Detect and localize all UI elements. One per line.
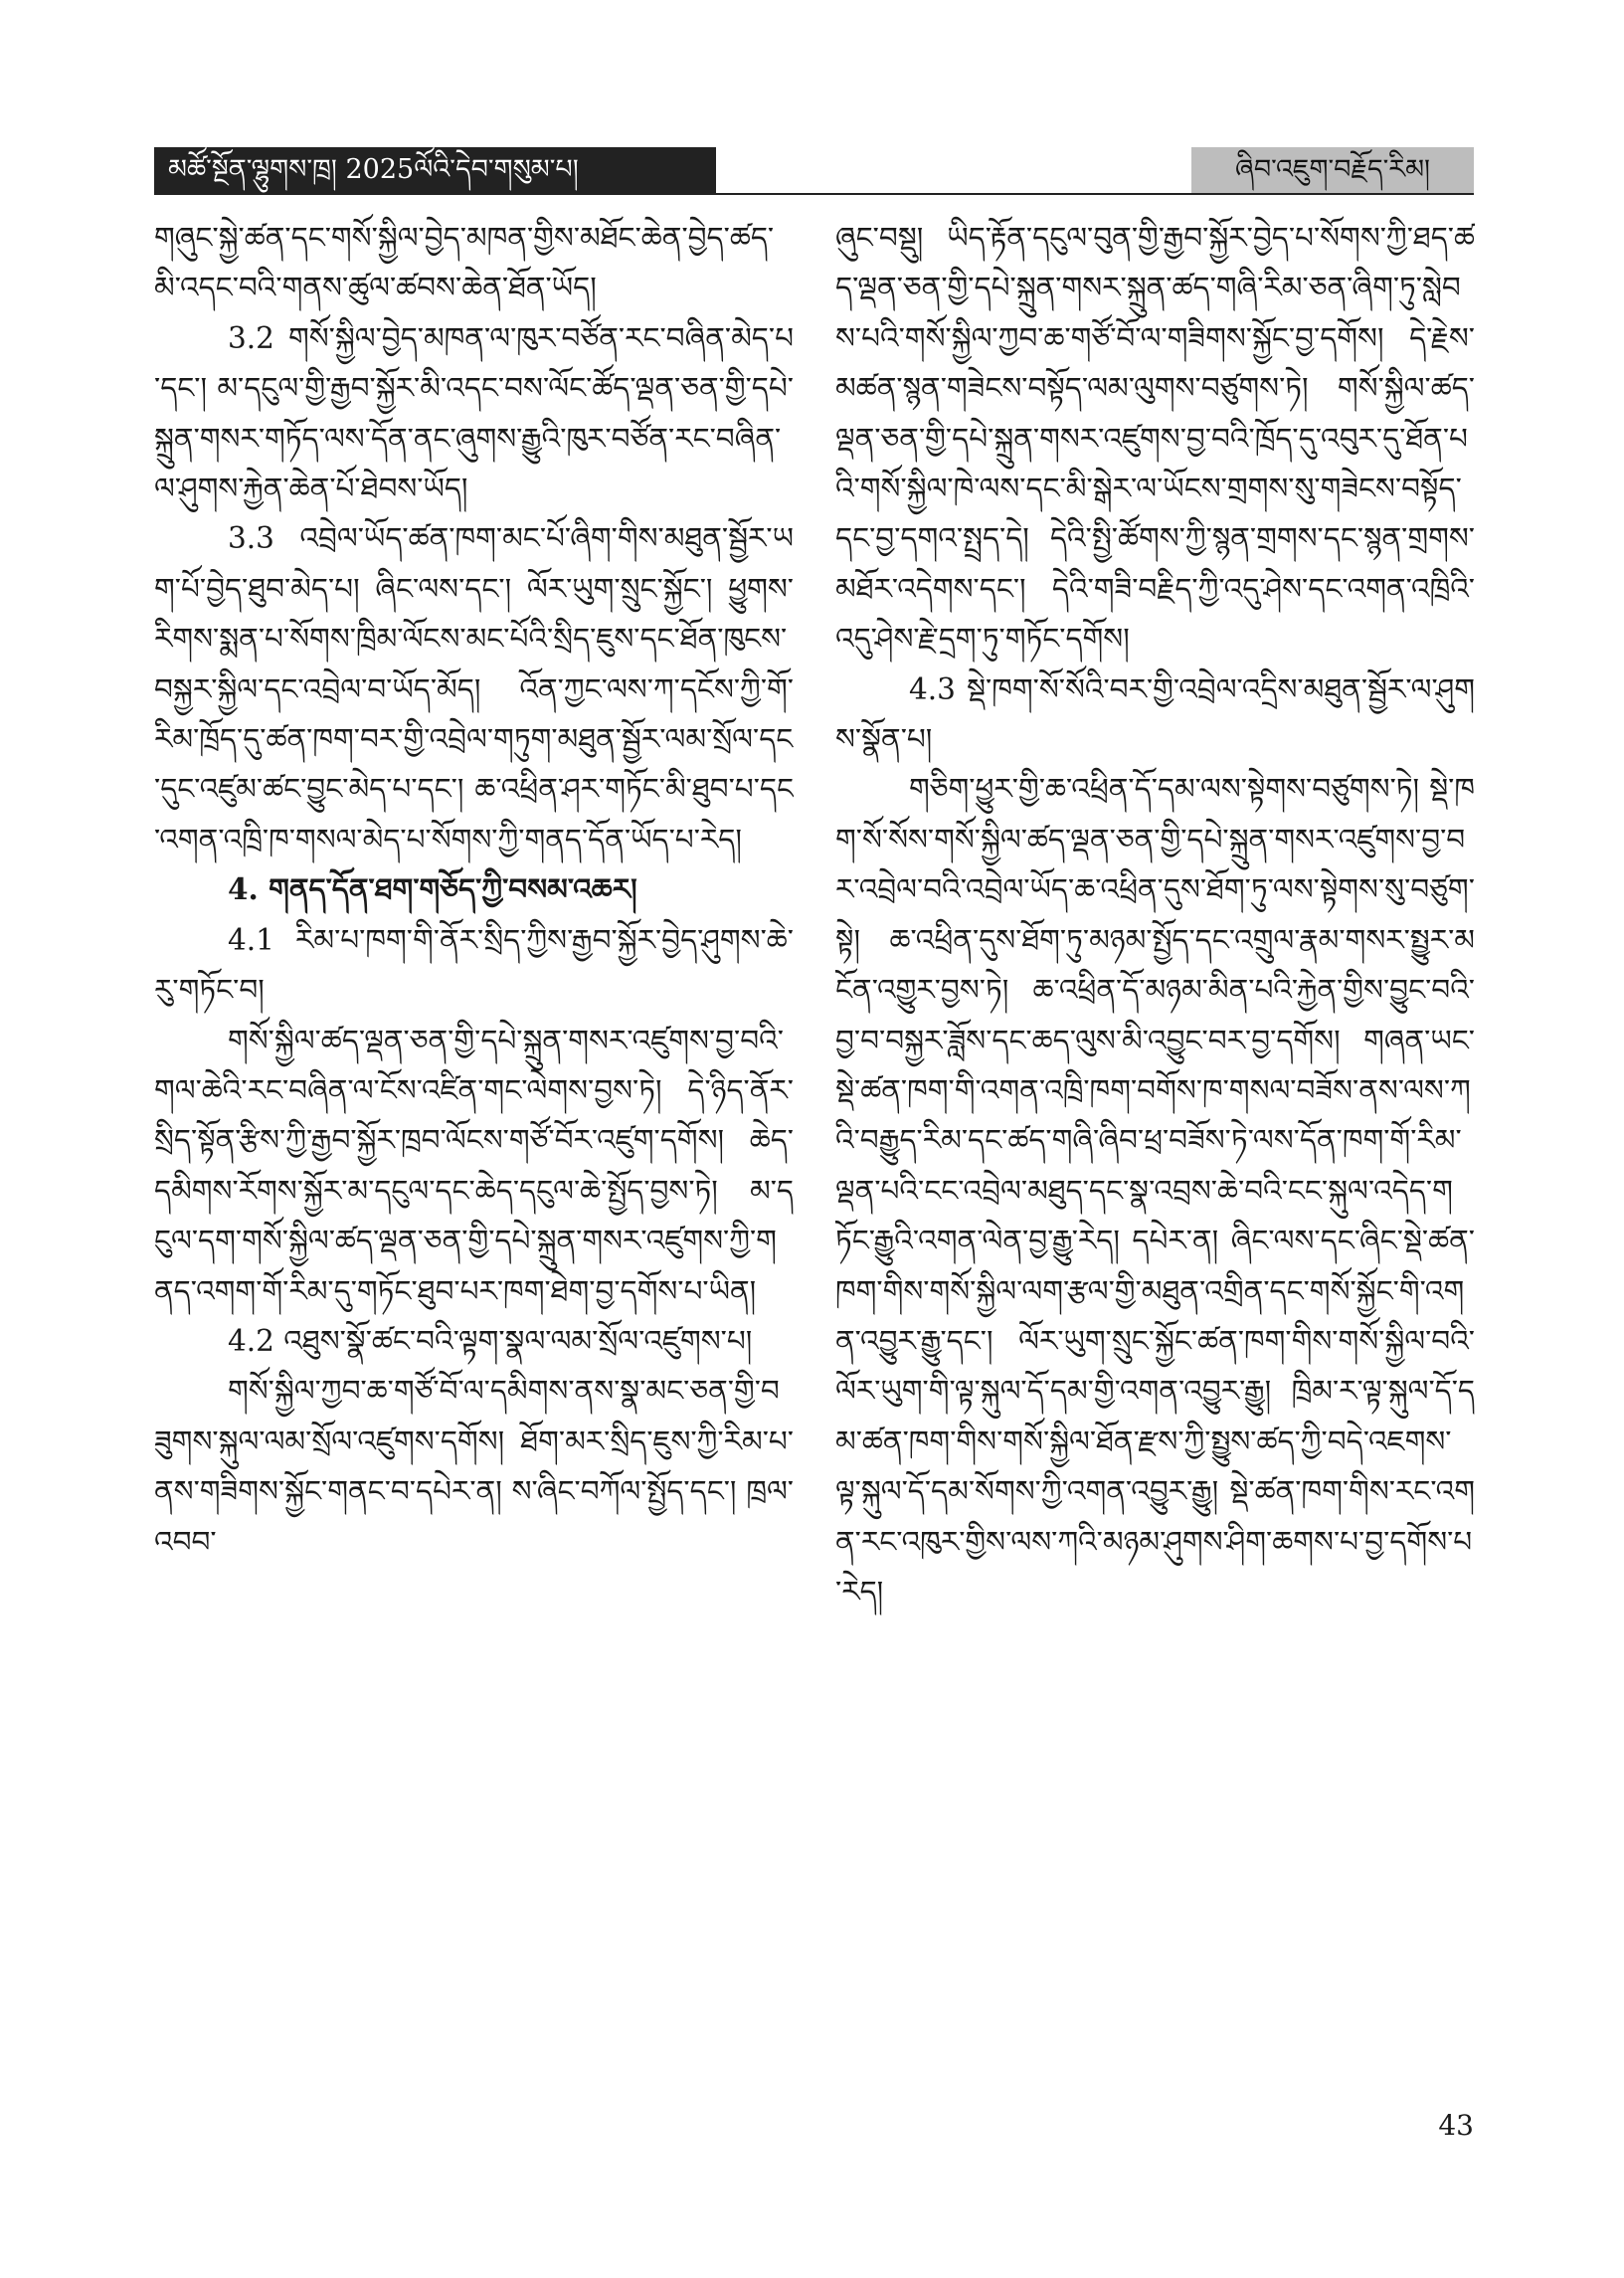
subsection-heading: 4.2 འཐུས་སྣོ་ཚང་བའི་ལྟག་སྣལ་ལམ་སྲོལ་འཛུགས་པ།: [228, 1323, 753, 1358]
page-number: 43: [1438, 2109, 1474, 2142]
paragraph: གཞུང་སྐྱེ་ཚན་དང་གསོ་སྐྱིལ་བྱེད་མཁན་གྱིས་མཐོང་ཆེན་བྱེད་ཚད་མི་འདང་བའི་གནས་ཚུལ་ཚབས་ཆེན་ཐོན་ཡོད།: [154, 221, 775, 305]
paragraph: 3.3 འབྲེལ་ཡོད་ཚན་ཁག་མང་པོ་ཞིག་གིས་མཐུན་སྦྱོར་ཡག་པོ་བྱེད་ཐུབ་མེད་པ། ཞིང་ལས་དང་། ལོར་ཡུག་སྲུང་སྐྱོང་། ཕྱུགས་རིགས་སྨན་པ་སོགས་ཁྲིམ་ལོངས་མང་པོའི་སྲིད་ཇུས་དང་ཐོན་ཁུངས་བསྐྱར་སྐྱིལ་དང་འབྲེལ་བ་ཡོད་མོད། འོན་ཀྱང་ལས་ཀ་དངོས་ཀྱི་གོ་རིམ་ཁྲོད་དུ་ཚན་ཁག་བར་གྱི་འབྲེལ་གཏུག་མཐུན་སྦྱོར་ལམ་སྲོལ་དང་དུང་འཛུམ་ཚང་བྱུང་མེད་པ་དང་། ཆ་འཕྲིན་ཤར་གཏོང་མི་ཐུབ་པ་དང་འགན་འཁྲི་ཁ་གསལ་མེད་པ་སོགས་ཀྱི་གནད་དོན་ཡོད་པ་རེད།: [154, 521, 794, 856]
section-heading: 4. གནད་དོན་ཐག་གཅོད་ཀྱི་བསམ་འཆར།: [228, 871, 637, 907]
section-header: ཞིབ་འཇུག་བརྗོད་རིམ།: [1191, 147, 1474, 193]
left-column: [154, 213, 794, 2133]
paragraph: ཞུང་བསྡུ། ཡིད་རྟོན་དངུལ་བུན་གྱི་རྒྱབ་སྐྱོར་བྱེད་པ་སོགས་ཀྱི་ཐད་ཚད་ལྡན་ཅན་གྱི་དཔེ་སྐྲུན་གསར་སྐྲུན་ཚད་གཞི་རིམ་ཅན་ཞིག་ཏུ་སླེབས་པའི་གསོ་སྐྱིལ་ཀྱབ་ཆ་གཙོ་བོ་ལ་གཟིགས་སྐྱོང་བྱ་དགོས། དེ་རྗེས་མཚན་སྙན་གཟེངས་བསྟོད་ལམ་ལུགས་བཙུགས་ཏེ། གསོ་སྐྱིལ་ཚད་ལྡན་ཅན་གྱི་དཔེ་སྐྲུན་གསར་འཛུགས་བྱ་བའི་ཁྲོད་དུ་འབུར་དུ་ཐོན་པའི་གསོ་སྐྱིལ་ཁེ་ལས་དང་མི་སྒེར་ལ་ཡོངས་གྲགས་སུ་གཟེངས་བསྟོད་དང་བྱ་དགའ་སྤྲད་དེ། དེའི་སྤྱི་ཚོགས་ཀྱི་སྙན་གྲགས་དང་སྙན་གྲགས་མཐོར་འདེགས་དང་། དེའི་གཟི་བརྗིད་ཀྱི་འདུ་ཤེས་དང་འགན་འཁྲིའི་འདུ་ཤེས་རྗེ་དྲག་ཏུ་གཏོང་དགོས།: [835, 221, 1475, 657]
paragraph: གཅིག་ཕྱུར་གྱི་ཆ་འཕྲིན་དོ་དམ་ལས་སྟེགས་བཙུགས་ཏེ། སྡེ་ཁག་སོ་སོས་གསོ་སྐྱིལ་ཚད་ལྡན་ཅན་གྱི་དཔེ་སྐྲུན་གསར་འཛུགས་བྱ་བར་འབྲེལ་བའི་འབྲེལ་ཡོད་ཆ་འཕྲིན་དུས་ཐོག་ཏུ་ལས་སྟེགས་སུ་བཙུག་སྟེ། ཆ་འཕྲིན་དུས་ཐོག་ཏུ་མཉམ་སྤྱོད་དང་འགྲུལ་རྣམ་གསར་སྤྱུར་མངོན་འགྱུར་བྱས་ཏེ། ཆ་འཕྲིན་དོ་མཉམ་མིན་པའི་རྐྱེན་གྱིས་བྱུང་བའི་བྱ་བ་བསྐྱར་ཟློས་དང་ཆད་ལུས་མི་འབྱུང་བར་བྱ་དགོས། གཞན་ཡང་སྡེ་ཚན་ཁག་གི་འགན་འཁྲི་ཁག་བགོས་ཁ་གསལ་བཟོས་ནས་ལས་ཀའི་བརྒྱུད་རིམ་དང་ཚད་གཞི་ཞིབ་ཕྲ་བཟོས་ཏེ་ལས་དོན་ཁག་གོ་རིམ་ལྡན་པའི་ངང་འབྲེལ་མཐུད་དང་སྣ་འབྲས་ཆེ་བའི་ངང་སྐུལ་འདེད་གཏོང་རྒྱུའི་འགན་ལེན་བྱ་རྒྱུ་རེད། དཔེར་ན། ཞིང་ལས་དང་ཞིང་སྡེ་ཚན་ཁག་གིས་གསོ་སྐྱིལ་ལག་རྩལ་གྱི་མཐུན་འགྲིན་དང་གསོ་སྐྱོང་གི་འགན་འབྱུར་རྒྱུ་དང་། ལོར་ཡུག་སྲུང་སྐྱོང་ཚན་ཁག་གིས་གསོ་སྐྱིལ་བའི་ལོར་ཡུག་གི་ལྟ་སྐུལ་དོ་དམ་གྱི་འགན་འབྱུར་རྒྱུ། ཁྲིམ་ར་ལྟ་སྐུལ་དོ་དམ་ཚན་ཁག་གིས་གསོ་སྐྱིལ་ཐོན་རྫས་ཀྱི་སྤྱུས་ཚད་ཀྱི་བདེ་འཇགས་ལྟ་སྐུལ་དོ་དམ་སོགས་ཀྱི་འགན་འབྱུར་རྒྱུ། སྡེ་ཚན་ཁག་གིས་རང་འགན་རང་འཁུར་གྱིས་ལས་ཀའི་མཉམ་ཤུགས་ཤིག་ཆགས་པ་བྱ་དགོས་པ་རེད།: [835, 772, 1475, 1609]
paragraph: གསོ་སྐྱིལ་ཚད་ལྡན་ཅན་གྱི་དཔེ་སྐྲུན་གསར་འཛུགས་བྱ་བའི་གལ་ཆེའི་རང་བཞིན་ལ་ངོས་འཛིན་གང་ལེགས་བྱས་ཏེ། དེ་ཉིད་ནོར་སྲིད་སྟོན་རྩིས་ཀྱི་རྒྱབ་སྐྱོར་ཁྲབ་ལོངས་གཙོ་བོར་འཛུག་དགོས། ཆེད་དམིགས་རོགས་སྐྱོར་མ་དངུལ་དང་ཆེད་དངུལ་ཆེ་སྤྱོད་བྱས་ཏེ། མ་དངུལ་དག་གསོ་སྐྱིལ་ཚད་ལྡན་ཅན་གྱི་དཔེ་སྐྲུན་གསར་འཛུགས་ཀྱི་གནད་འགག་གོ་རིམ་དུ་གཏོང་ཐུབ་པར་ཁག་ཐེག་བྱ་དགོས་པ་ཡིན།: [154, 1023, 794, 1308]
right-column: [835, 213, 1475, 2133]
header-rule: [154, 193, 1474, 195]
subsection-heading: 4.3 སྡེ་ཁག་སོ་སོའི་བར་གྱི་འབྲེལ་འདྲིས་མཐུན་སྦྱོར་ལ་ཤུགས་སྣོན་པ།: [835, 671, 1475, 757]
paragraph: 3.2 གསོ་སྐྱིལ་བྱེད་མཁན་ལ་ཁུར་བཙོན་རང་བཞིན་མེད་པ་དང་། མ་དངུལ་གྱི་རྒྱབ་སྐྱོར་མི་འདང་བས་ལོང་ཚོད་ལྡན་ཅན་གྱི་དཔེ་སྐྲུན་གསར་གཏོད་ལས་དོན་ནང་ཞུགས་རྒྱུའི་ཁུར་བཙོན་རང་བཞིན་ལ་ཤུགས་རྐྱེན་ཆེན་པོ་ཐེབས་ཡོད།: [154, 320, 794, 506]
paragraph: གསོ་སྐྱིལ་ཀྱབ་ཆ་གཙོ་བོ་ལ་དམིགས་ནས་སྣ་མང་ཅན་གྱི་བཟུགས་སྐུལ་ལམ་སྲོལ་འཛུགས་དགོས། ཐོག་མར་སྲིད་ཇུས་ཀྱི་རིམ་པ་ནས་གཟིགས་སྐྱོང་གནང་བ་དཔེར་ན། ས་ཞིང་བཀོལ་སྤྱོད་དང་། ཁྲལ་འབབ་: [154, 1374, 794, 1559]
journal-header: མཚོ་སྔོན་ལྷུགས་ཁྲ། 2025ལོའི་དེབ་གསུམ་པ།: [154, 147, 716, 193]
subsection-heading: 4.1 རིམ་པ་ཁག་གི་ནོར་སྲིད་ཀྱིས་རྒྱབ་སྐྱོར་བྱེད་ཤུགས་ཆེ་རུ་གཏོང་བ།: [154, 922, 794, 1008]
